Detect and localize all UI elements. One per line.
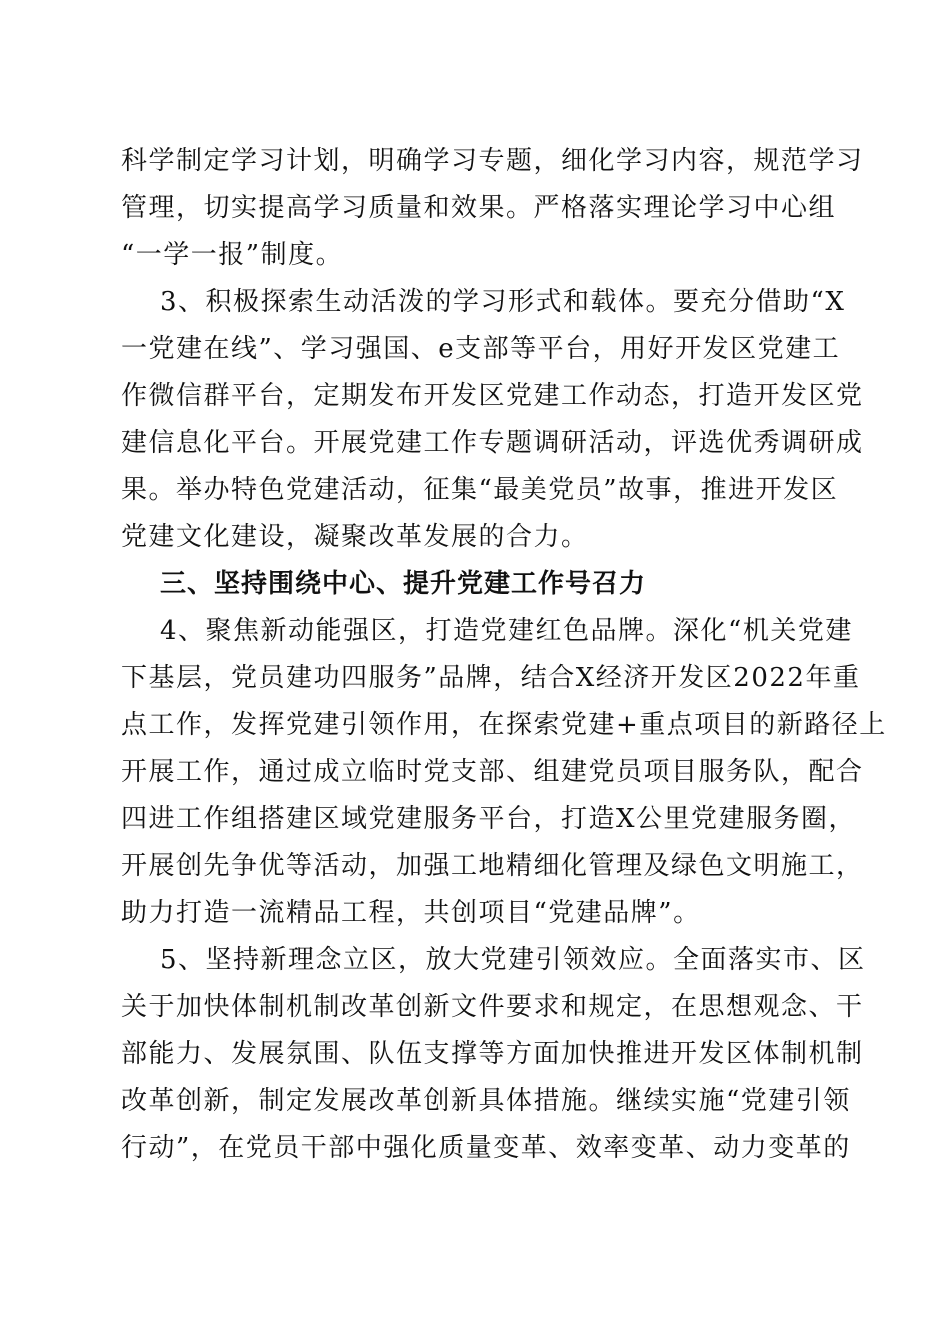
text-line-3: “一学一报”制度。 — [121, 240, 344, 270]
text-line-13: 点工作，发挥党建引领作用，在探索党建+重点项目的新路径上 — [121, 710, 887, 740]
text-line-15: 四进工作组搭建区域党建服务平台，打造X公里党建服务圈， — [121, 804, 857, 834]
text-line-2: 管理，切实提高学习质量和效果。严格落实理论学习中心组 — [121, 193, 837, 223]
text-line-22: 行动”，在党员干部中强化质量变革、效率变革、动力变革的 — [121, 1133, 851, 1163]
text-line-5: 一党建在线”、学习强国、e支部等平台，用好开发区党建工 — [121, 334, 841, 364]
paragraph-4-first-line: 4、聚焦新动能强区，打造党建红色品牌。深化“机关党建 — [160, 616, 853, 646]
text-line-1: 科学制定学习计划，明确学习专题，细化学习内容，规范学习 — [121, 146, 864, 176]
text-line-12: 下基层，党员建功四服务”品牌，结合X经济开发区2022年重 — [121, 663, 861, 693]
text-line-9: 党建文化建设，凝聚改革发展的合力。 — [121, 522, 589, 552]
section-heading: 三、坚持围绕中心、提升党建工作号召力 — [160, 569, 647, 599]
text-line-20: 部能力、发展氛围、队伍支撑等方面加快推进开发区体制机制 — [121, 1039, 864, 1069]
text-line-17: 助力打造一流精品工程，共创项目“党建品牌”。 — [121, 898, 701, 928]
text-line-21: 改革创新，制定发展改革创新具体措施。继续实施“党建引领 — [121, 1086, 851, 1116]
text-line-7: 建信息化平台。开展党建工作专题调研活动，评选优秀调研成 — [121, 428, 864, 458]
text-line-6: 作微信群平台，定期发布开发区党建工作动态，打造开发区党 — [121, 381, 864, 411]
paragraph-5-first-line: 5、坚持新理念立区，放大党建引领效应。全面落实市、区 — [160, 945, 866, 975]
paragraph-3-first-line: 3、积极探索生动活泼的学习形式和载体。要充分借助“X — [160, 287, 846, 317]
text-line-8: 果。举办特色党建活动，征集“最美党员”故事，推进开发区 — [121, 475, 839, 505]
text-line-14: 开展工作，通过成立临时党支部、组建党员项目服务队，配合 — [121, 757, 864, 787]
text-line-19: 关于加快体制机制改革创新文件要求和规定，在思想观念、干 — [121, 992, 864, 1022]
text-line-16: 开展创先争优等活动，加强工地精细化管理及绿色文明施工， — [121, 851, 864, 881]
